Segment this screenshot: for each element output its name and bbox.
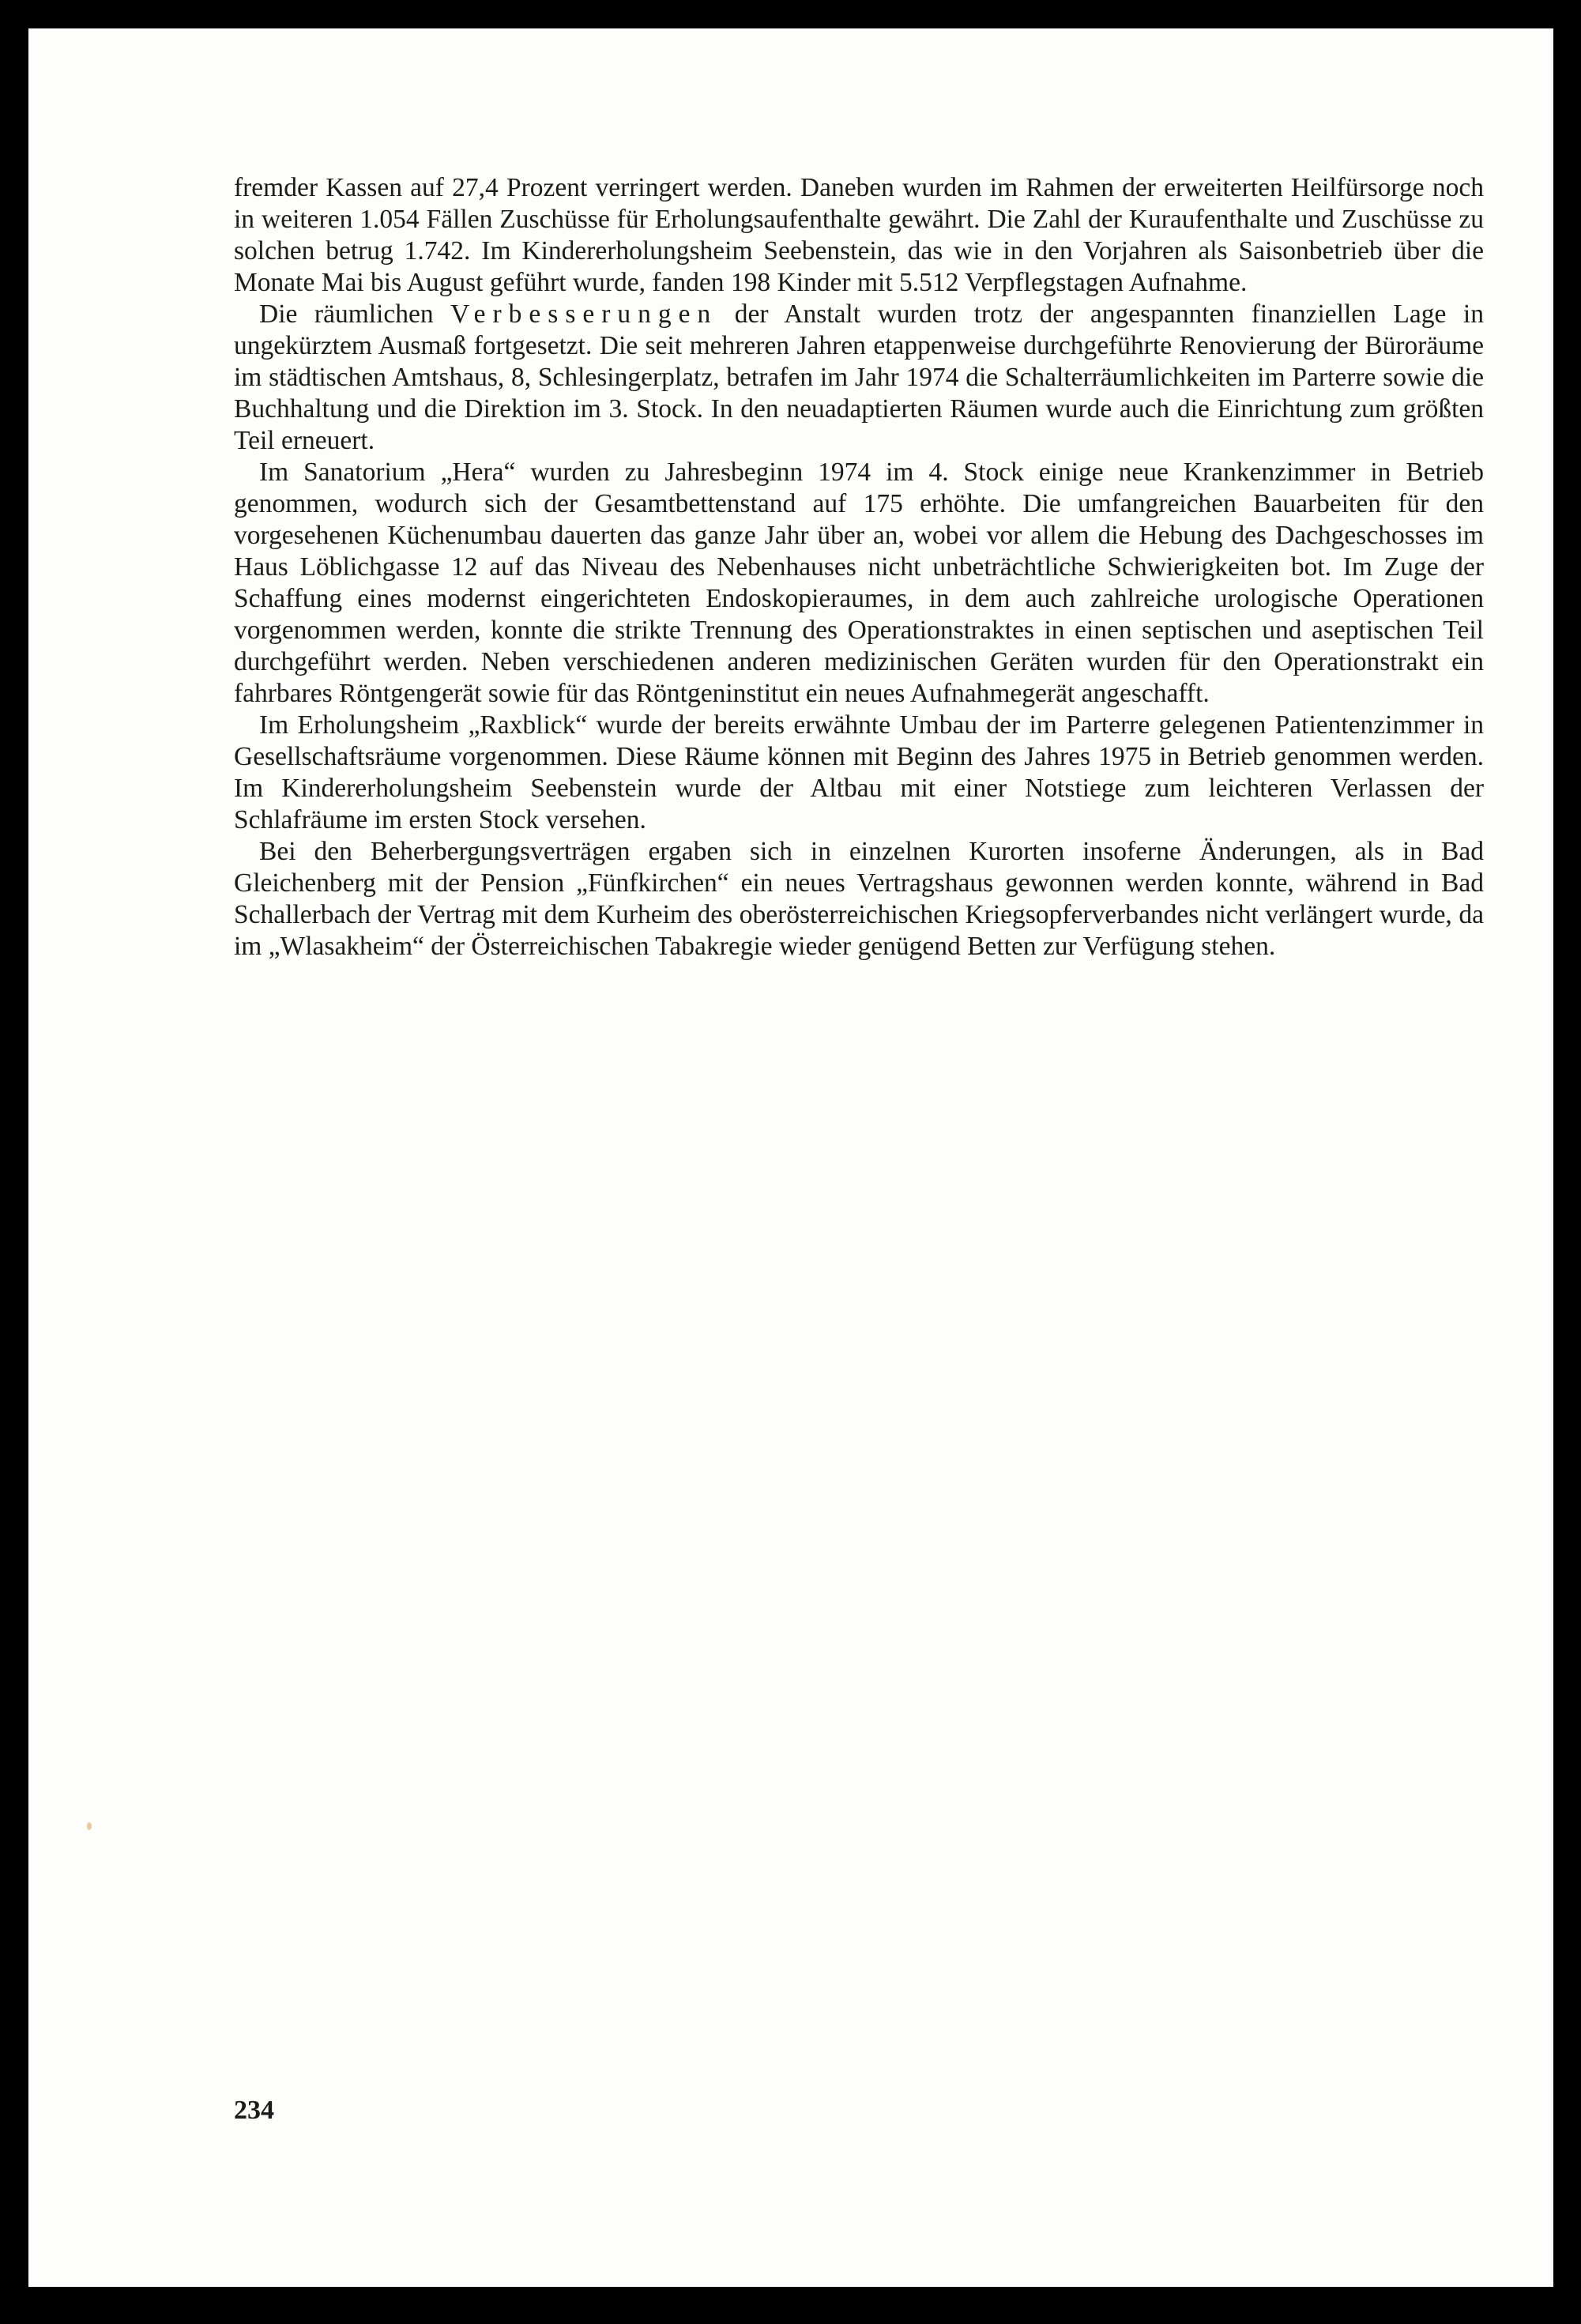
document-page (28, 28, 1553, 2287)
page-number: 234 (234, 2096, 274, 2125)
paragraph-2 (234, 299, 1484, 457)
body-text (234, 172, 1484, 962)
paragraph-2-start: Die räumlichen (259, 299, 451, 329)
paragraph-3: Im Sanatorium „Hera“ wurden zu Jahresbeginn 1974 im 4. Stock einige neue Krankenzimmer in Betrieb genommen, wodurch sich der Gesamtbettenstand auf 175 erhöhte. Die umfangreichen Bauarbeiten für den vorgesehenen Küchenumbau dauerten das ganze Jahr über an, wobei vor allem die Hebung des Dachgeschosses im Haus Löblichgasse 12 auf das Niveau des Nebenhauses nicht unbeträchtliche Schwierigkeiten bot. Im Zuge der Schaffung eines modernst eingerichteten Endoskopieraumes, in dem auch zahlreiche urologische Operationen vorgenommen werden, konnte die strikte Trennung des Operationstraktes in einen septischen und aseptischen Teil durchgeführt werden. Neben verschiedenen anderen medizinischen Geräten wurden für den Operationstrakt ein fahrbares Röntgengerät sowie für das Röntgeninstitut ein neues Aufnahmegerät angeschafft. (234, 458, 1484, 708)
paragraph-2-rest: der Anstalt wurden trotz der angespannten finanziellen Lage in ungekürztem Ausmaß fortgesetzt. Die seit mehreren Jahren etappenweise durchgeführte Renovierung der Büroräume im städtischen Amtshaus, 8, Schlesingerplatz, betrafen im Jahr 1974 die Schalterräumlichkeiten im Parterre sowie die Buchhaltung und die Direktion im 3. Stock. In den neuadaptierten Räumen wurde auch die Einrichtung zum größten Teil erneuert. (234, 299, 1484, 455)
paragraph-4: Im Erholungsheim „Raxblick“ wurde der bereits erwähnte Umbau der im Parterre gelegenen Patientenzimmer in Gesellschaftsräume vorgenommen. Diese Räume können mit Beginn des Jahres 1975 in Betrieb genommen werden. Im Kindererholungsheim Seebenstein wurde der Altbau mit einer Notstiege zum leichteren Verlassen der Schlafräume im ersten Stock versehen. (234, 710, 1484, 834)
spaced-emphasis: Verbesserungen (450, 299, 718, 329)
paper-speck (87, 1822, 92, 1830)
paragraph-5: Bei den Beherbergungsverträgen ergaben sich in einzelnen Kurorten insoferne Änderungen, als in Bad Gleichenberg mit der Pension „Fünfkirchen“ ein neues Vertragshaus gewonnen werden konnte, während in Bad Schallerbach der Vertrag mit dem Kurheim des oberösterreichischen Kriegsopferverbandes nicht verlängert wurde, da im „Wlasakheim“ der Österreichischen Tabakregie wieder genügend Betten zur Verfügung stehen. (234, 837, 1484, 961)
paragraph-1: fremder Kassen auf 27,4 Prozent verringert werden. Daneben wurden im Rahmen der erweiterten Heilfürsorge noch in weiteren 1.054 Fällen Zuschüsse für Erholungsaufenthalte gewährt. Die Zahl der Kuraufenthalte und Zuschüsse zu solchen betrug 1.742. Im Kindererholungsheim Seebenstein, das wie in den Vorjahren als Saisonbetrieb über die Monate Mai bis August geführt wurde, fanden 198 Kinder mit 5.512 Verpflegstagen Aufnahme. (234, 173, 1484, 297)
